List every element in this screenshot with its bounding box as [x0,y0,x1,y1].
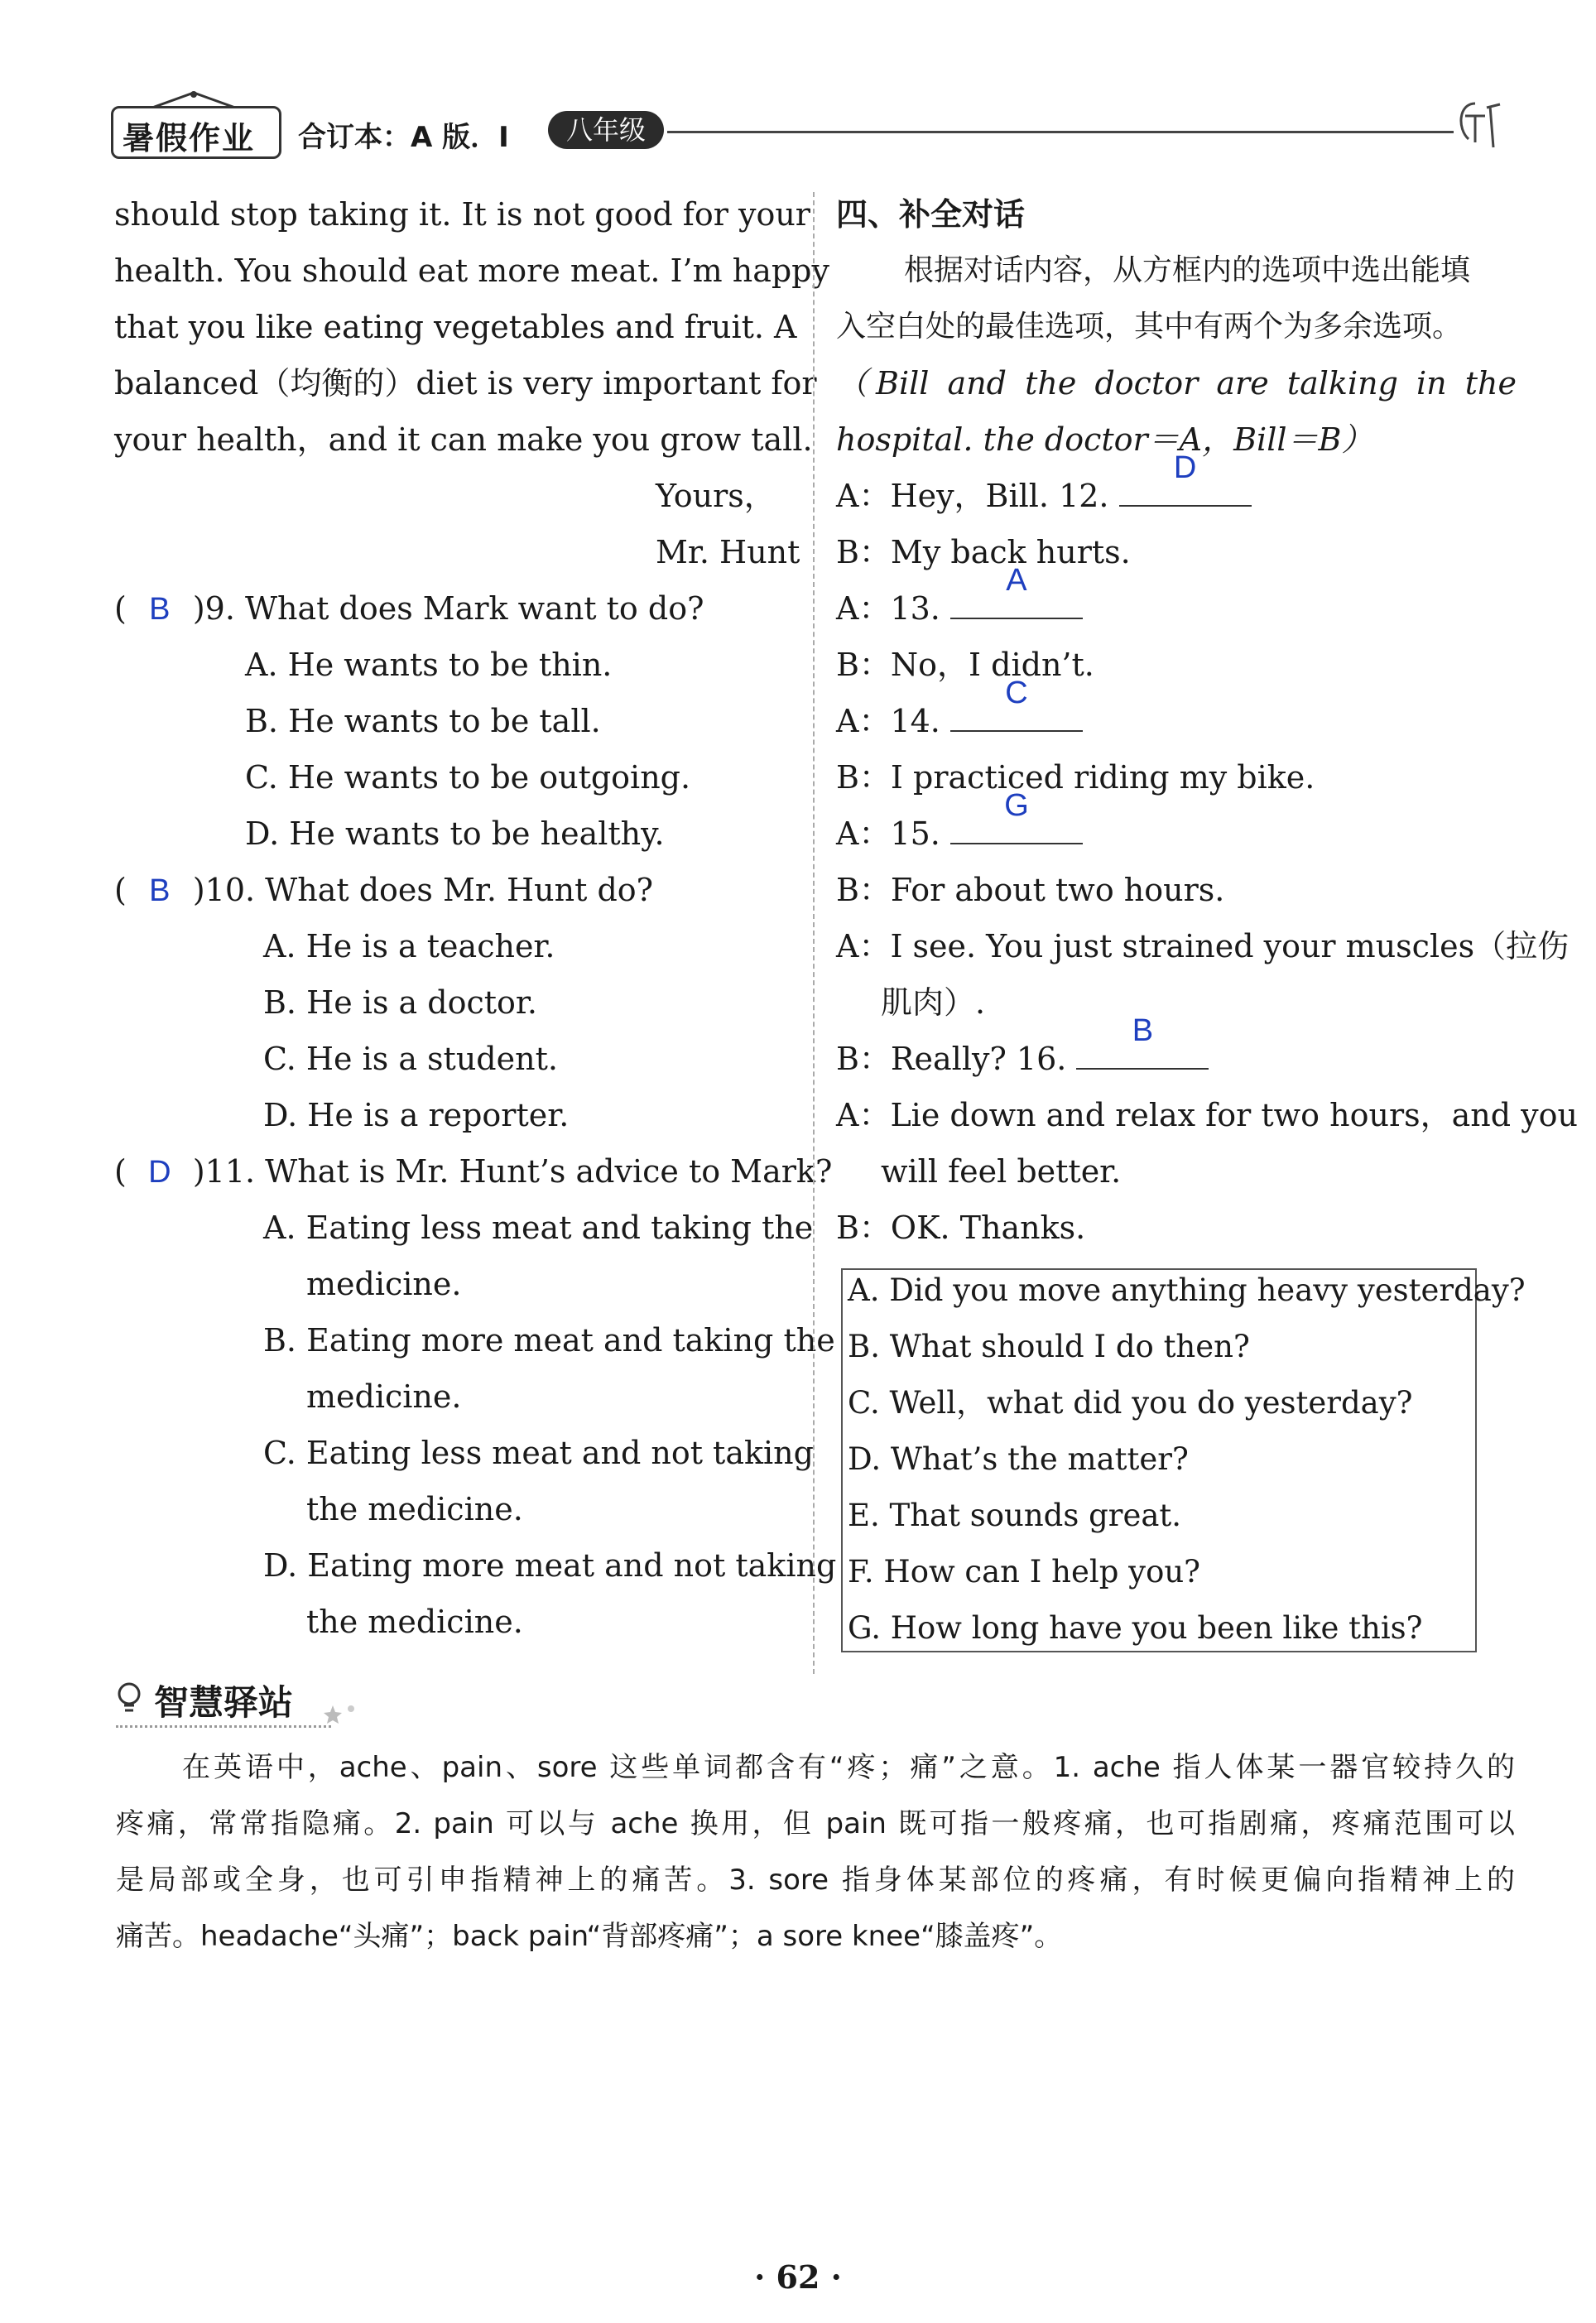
answer-blank-12 [1119,450,1252,507]
context-line: （Bill and the doctor are talking in the [836,365,1517,402]
dialogue-line-15: A：15. G [836,813,1083,854]
instructions-line: 入空白处的最佳选项，其中有两个为多余选项。 [836,310,1463,344]
option-box-item: C. Well，what did you do yesterday? [848,1385,1413,1421]
edition-label: 合订本：A 版．I [298,121,509,154]
option-box-item: G. How long have you been like this? [848,1610,1423,1646]
tip-title-underline [116,1725,331,1728]
dialogue-line: B：My back hurts. [836,534,1131,570]
header-rule [667,131,1454,133]
option: D. Eating more meat and not taking [263,1547,837,1584]
answer-11: D [148,1155,171,1190]
option-box-item: F. How can I help you? [848,1554,1201,1590]
instructions-line: 根据对话内容，从方框内的选项中选出能填 [904,253,1471,287]
option: B. He is a doctor. [263,984,537,1021]
tip-line: 疼痛，常常指隐痛。2. pain 可以与 ache 换用，但 pain 既可指一般疼痛，也可指剧痛，疼痛范围可以 [116,1807,1515,1840]
dialogue-line: B：I practiced riding my bike. [836,759,1315,796]
option: B. He wants to be tall. [245,703,601,739]
option-continued: the medicine. [306,1491,523,1527]
letter-signature: Mr. Hunt [656,534,800,570]
option-box-item: E. That sounds great. [848,1498,1182,1533]
question-10: ( B )10. What does Mr. Hunt do? [114,869,653,911]
tip-title: 智慧驿站 [154,1682,294,1723]
option: A. Eating less meat and taking the [263,1210,814,1246]
answer-12: D [1173,450,1197,485]
dialogue-line: 肌肉）. [881,984,986,1021]
option: A. He is a teacher. [263,928,555,964]
answer-14: C [1005,676,1028,710]
english-logo-icon [1450,91,1517,157]
option: B. Eating more meat and taking the [263,1322,835,1359]
option-continued: the medicine. [306,1604,523,1640]
option-box-item: A. Did you move anything heavy yesterday? [848,1272,1526,1308]
dialogue-line-16: B：Really? 16. B [836,1038,1209,1080]
tip-line: 痛苦。headache“头痛”；back pain“背部疼痛”；a sore knee“膝盖疼”。 [116,1920,1063,1953]
option: C. He wants to be outgoing. [245,759,691,796]
passage-line: that you like eating vegetables and fruit. A [114,309,797,345]
dialogue-line: B：No，I didn’t. [836,647,1094,683]
passage-line: should stop taking it. It is not good for your [114,196,810,233]
question-9: ( B )9. What does Mark want to do? [114,588,704,630]
dialogue-line-14: A：14. C [836,700,1083,742]
dialogue-line: A：Lie down and relax for two hours，and you [836,1097,1578,1133]
tip-line: 在英语中，ache、pain、sore 这些单词都含有“疼；痛”之意。1. ache 指人体某一器官较持久的 [182,1751,1515,1784]
dialogue-line: will feel better. [881,1153,1122,1190]
option: D. He wants to be healthy. [245,815,665,852]
logo-text: 暑假作业 [123,120,256,156]
letter-closing: Yours， [656,478,776,514]
dialogue-line: B：For about two hours. [836,872,1225,908]
answer-13: A [1006,563,1027,598]
option: D. He is a reporter. [263,1097,570,1133]
section-title: 四、补全对话 [836,196,1026,233]
question-11: ( D )11. What is Mr. Hunt’s advice to Mark? [114,1151,832,1193]
dialogue-line-12: A：Hey，Bill. 12. D [836,475,1252,517]
context-line: hospital. the doctor＝A，Bill＝B） [836,421,1373,458]
answer-blank-14 [950,676,1083,732]
grade-badge: 八年级 [548,111,664,149]
option-box-item: D. What’s the matter? [848,1441,1189,1477]
answer-16: B [1132,1013,1154,1048]
sparkle-icon [318,1700,359,1725]
option: C. Eating less meat and not taking [263,1435,814,1471]
answer-blank-15 [950,788,1083,844]
passage-line: balanced（均衡的）diet is very important for [114,365,817,402]
header-logo [111,91,281,157]
option: C. He is a student. [263,1041,558,1077]
column-divider [813,192,815,1674]
answer-blank-13 [950,563,1083,619]
answer-15: G [1004,788,1029,823]
page-number: · 62 · [754,2258,842,2296]
passage-line: health. You should eat more meat. I’m happy [114,252,829,289]
option-continued: medicine. [306,1378,462,1415]
dialogue-line-13: A：13. A [836,588,1083,629]
answer-9: B [149,592,171,627]
dialogue-line: B：OK. Thanks. [836,1210,1086,1246]
option-box-item: B. What should I do then? [848,1329,1250,1364]
tip-line: 是局部或全身，也可引申指精神上的痛苦。3. sore 指身体某部位的疼痛，有时候更偏向指精神上的 [116,1864,1515,1897]
passage-line: your health，and it can make you grow tall. [114,421,813,458]
lightbulb-icon [114,1681,147,1720]
option: A. He wants to be thin. [245,647,613,683]
dialogue-line: A：I see. You just strained your muscles（拉伤 [836,928,1570,964]
option-continued: medicine. [306,1266,462,1302]
answer-blank-16 [1076,1013,1209,1070]
answer-10: B [149,873,171,908]
